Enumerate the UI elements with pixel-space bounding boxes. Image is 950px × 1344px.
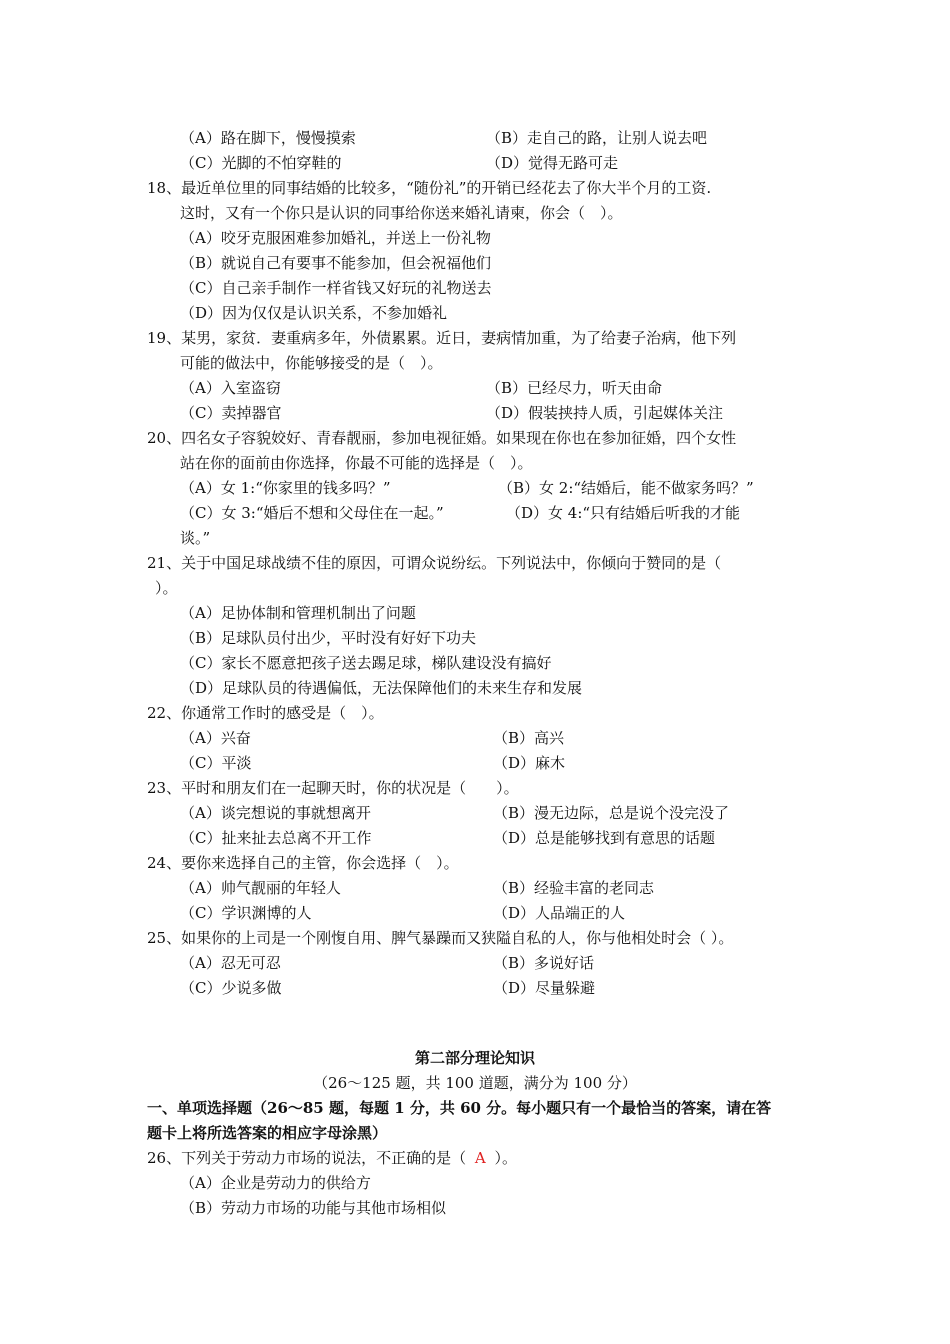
q21-stem-line2: ）。: [155, 579, 178, 597]
q19-stem-line2: 可能的做法中，你能够接受的是（ ）。: [180, 354, 443, 372]
q24-option-b: （B）经验丰富的老同志: [493, 879, 655, 897]
q17-option-d: （D）觉得无路可走: [486, 154, 619, 172]
section1-heading-line2: 题卡上将所选答案的相应字母涂黑）: [147, 1124, 388, 1142]
q25-stem: 25、如果你的上司是一个刚愎自用、脾气暴躁而又狭隘自私的人，你与他相处时会（ ）。: [147, 929, 734, 947]
q20-option-d-cont: 谈。”: [180, 529, 211, 547]
q18-option-c: （C）自己亲手制作一样省钱又好玩的礼物送去: [180, 279, 492, 297]
q22-option-a: （A）兴奋: [180, 729, 251, 747]
q21-stem-line1: 21、关于中国足球战绩不佳的原因，可谓众说纷纭。下列说法中，你倾向于赞同的是（: [147, 554, 722, 572]
q26-stem: [147, 1148, 517, 1168]
q19-option-c: （C）卖掉器官: [180, 404, 282, 422]
q19-option-a: （A）入室盗窃: [180, 379, 281, 397]
q20-option-b: （B）女 2:“结婚后，能不做家务吗？”: [498, 479, 754, 497]
q19-option-d: （D）假装挟持人质，引起媒体关注: [486, 404, 724, 422]
q22-stem: 22、你通常工作时的感受是（ ）。: [147, 704, 384, 722]
q23-option-d: （D）总是能够找到有意思的话题: [493, 829, 716, 847]
q21-option-a: （A）足协体制和管理机制出了问题: [180, 604, 416, 622]
q26-option-a: （A）企业是劳动力的供给方: [180, 1174, 371, 1192]
q24-stem: 24、要你来选择自己的主管，你会选择（ ）。: [147, 854, 459, 872]
q18-stem-line2: 这时，又有一个你只是认识的同事给你送来婚礼请柬，你会（ ）。: [180, 204, 623, 222]
q19-option-b: （B）已经尽力，听天由命: [486, 379, 663, 397]
q17-option-c: （C）光脚的不怕穿鞋的: [180, 154, 342, 172]
q23-stem: 23、平时和朋友们在一起聊天时，你的状况是（ ）。: [147, 779, 519, 797]
part2-title: 第二部分理论知识: [414, 1049, 535, 1067]
q20-option-a: （A）女 1:“你家里的钱多吗？”: [180, 479, 391, 497]
q26-stem-before: 26、下列关于劳动力市场的说法，不正确的是（: [147, 1149, 467, 1167]
q18-option-a: （A）咬牙克服困难参加婚礼，并送上一份礼物: [180, 229, 491, 247]
q23-option-c: （C）扯来扯去总离不开工作: [180, 829, 372, 847]
section1-heading-line1: 一、单项选择题（26～85 题，每题 1 分，共 60 分。每小题只有一个最恰当的答案，请在答: [147, 1099, 772, 1117]
q20-stem-line2: 站在你的面前由你选择，你最不可能的选择是（ ）。: [180, 454, 533, 472]
q18-option-d: （D）因为仅仅是认识关系，不参加婚礼: [180, 304, 448, 322]
q17-option-a: （A）路在脚下，慢慢摸索: [180, 129, 356, 147]
q18-option-b: （B）就说自己有要事不能参加，但会祝福他们: [180, 254, 492, 272]
q23-option-b: （B）漫无边际，总是说个没完没了: [493, 804, 730, 822]
q24-option-a: （A）帅气靓丽的年轻人: [180, 879, 341, 897]
q25-option-b: （B）多说好话: [493, 954, 595, 972]
q21-option-d: （D）足球队员的待遇偏低，无法保障他们的未来生存和发展: [180, 679, 583, 697]
q22-option-b: （B）高兴: [493, 729, 565, 747]
q22-option-d: （D）麻木: [493, 754, 566, 772]
q26-answer: A: [474, 1149, 486, 1167]
q21-option-b: （B）足球队员付出少，平时没有好好下功夫: [180, 629, 477, 647]
q20-option-d: （D）女 4:“只有结婚后听我的才能: [506, 504, 741, 522]
q21-option-c: （C）家长不愿意把孩子送去踢足球，梯队建设没有搞好: [180, 654, 552, 672]
q20-option-c: （C）女 3:“婚后不想和父母住在一起。”: [180, 504, 444, 522]
q24-option-d: （D）人品端正的人: [493, 904, 626, 922]
q22-option-c: （C）平淡: [180, 754, 252, 772]
q20-stem-line1: 20、四名女子容貌姣好、青春靓丽，参加电视征婚。如果现在你也在参加征婚，四个女性: [147, 429, 737, 447]
q18-stem-line1: 18、最近单位里的同事结婚的比较多，“随份礼”的开销已经花去了你大半个月的工资.: [147, 179, 712, 197]
q24-option-c: （C）学识渊博的人: [180, 904, 312, 922]
q25-option-a: （A）忍无可忍: [180, 954, 281, 972]
part2-subtitle: （26～125 题，共 100 道题，满分为 100 分）: [313, 1074, 637, 1092]
q17-option-b: （B）走自己的路，让别人说去吧: [486, 129, 708, 147]
q26-stem-after: ）。: [494, 1149, 518, 1167]
q25-option-d: （D）尽量躲避: [493, 979, 596, 997]
q25-option-c: （C）少说多做: [180, 979, 282, 997]
q23-option-a: （A）谈完想说的事就想离开: [180, 804, 371, 822]
q26-option-b: （B）劳动力市场的功能与其他市场相似: [180, 1199, 447, 1217]
q19-stem-line1: 19、某男，家贫．妻重病多年，外债累累。近日，妻病情加重，为了给妻子治病，他下列: [147, 329, 737, 347]
